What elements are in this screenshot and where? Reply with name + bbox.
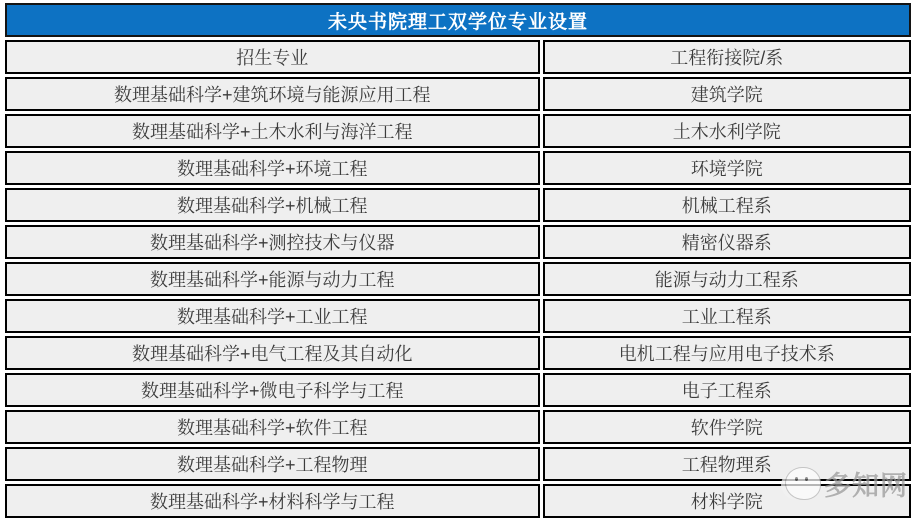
major-cell: 数理基础科学+环境工程 bbox=[5, 151, 540, 185]
department-cell: 工程物理系 bbox=[543, 447, 911, 481]
department-cell: 精密仪器系 bbox=[543, 225, 911, 259]
major-cell: 数理基础科学+材料科学与工程 bbox=[5, 484, 540, 518]
table-row bbox=[5, 447, 911, 481]
table-row bbox=[5, 225, 911, 259]
table-row bbox=[5, 410, 911, 444]
department-cell: 环境学院 bbox=[543, 151, 911, 185]
table-row bbox=[5, 151, 911, 185]
department-cell: 电子工程系 bbox=[543, 373, 911, 407]
column-header-major: 招生专业 bbox=[5, 40, 540, 74]
department-cell: 电机工程与应用电子技术系 bbox=[543, 336, 911, 370]
major-cell: 数理基础科学+微电子科学与工程 bbox=[5, 373, 540, 407]
department-cell: 建筑学院 bbox=[543, 77, 911, 111]
table-row bbox=[5, 336, 911, 370]
table-row bbox=[5, 262, 911, 296]
department-cell: 能源与动力工程系 bbox=[543, 262, 911, 296]
watermark-text: 多知网 bbox=[824, 471, 908, 501]
table-header-row bbox=[5, 40, 911, 74]
table-row bbox=[5, 484, 911, 518]
department-cell: 材料学院 bbox=[543, 484, 911, 518]
major-cell: 数理基础科学+机械工程 bbox=[5, 188, 540, 222]
department-cell: 软件学院 bbox=[543, 410, 911, 444]
table-body bbox=[5, 3, 911, 518]
table-row bbox=[5, 77, 911, 111]
major-cell: 数理基础科学+软件工程 bbox=[5, 410, 540, 444]
major-cell: 数理基础科学+工程物理 bbox=[5, 447, 540, 481]
department-cell: 机械工程系 bbox=[543, 188, 911, 222]
table-row bbox=[5, 188, 911, 222]
major-cell: 数理基础科学+能源与动力工程 bbox=[5, 262, 540, 296]
department-cell: 土木水利学院 bbox=[543, 114, 911, 148]
major-cell: 数理基础科学+工业工程 bbox=[5, 299, 540, 333]
table-title-row bbox=[5, 3, 911, 37]
department-cell: 工业工程系 bbox=[543, 299, 911, 333]
table-title: 未央书院理工双学位专业设置 bbox=[5, 3, 911, 37]
major-cell: 数理基础科学+土木水利与海洋工程 bbox=[5, 114, 540, 148]
major-cell: 数理基础科学+建筑环境与能源应用工程 bbox=[5, 77, 540, 111]
dual-degree-table bbox=[2, 0, 914, 521]
table-row bbox=[5, 299, 911, 333]
major-cell: 数理基础科学+电气工程及其自动化 bbox=[5, 336, 540, 370]
table-row bbox=[5, 373, 911, 407]
table-row bbox=[5, 114, 911, 148]
major-cell: 数理基础科学+测控技术与仪器 bbox=[5, 225, 540, 259]
column-header-department: 工程衔接院/系 bbox=[543, 40, 911, 74]
